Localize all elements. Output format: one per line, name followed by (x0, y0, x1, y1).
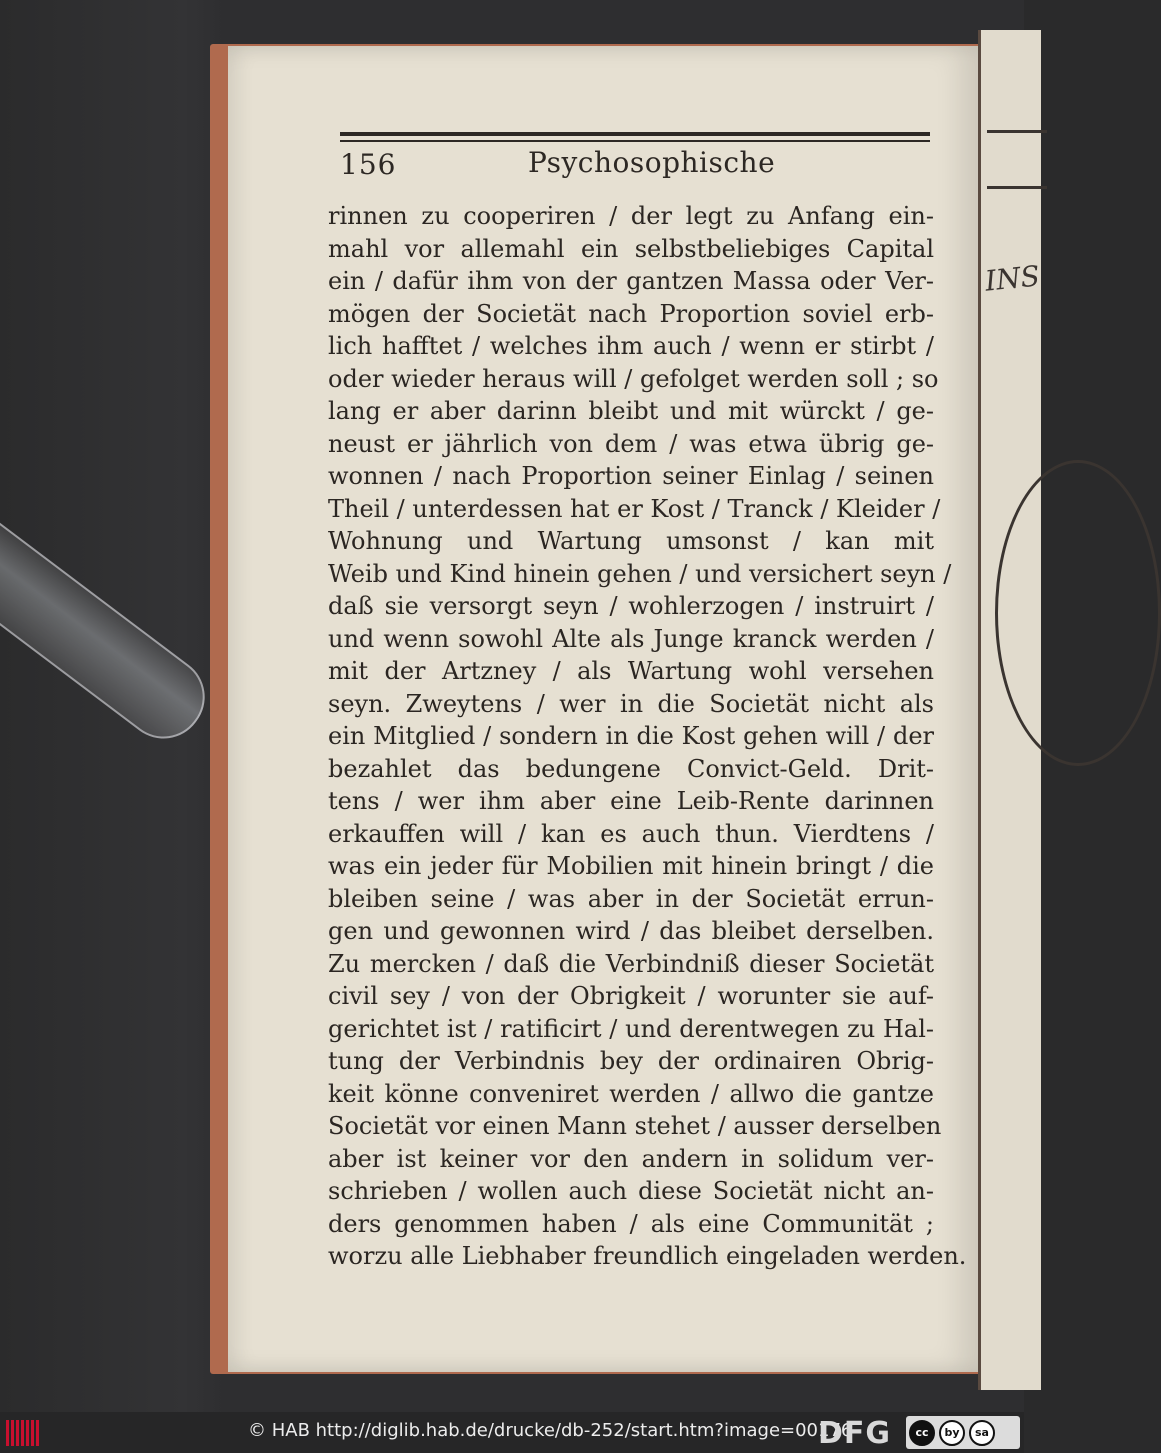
text-line: gen und gewonnen wird / das bleibet derselben. (328, 917, 934, 945)
text-line: ders genommen haben / als eine Communität ; (328, 1209, 934, 1238)
text-line: worzu alle Liebhaber freundlich eingeladen werden. (328, 1242, 967, 1270)
text-line: lich hafftet / welches ihm auch / wenn er stirbt / (328, 332, 934, 360)
text-line: bleiben seine / was aber in der Societät errun- (328, 884, 934, 913)
text-line: oder wieder heraus will / gefolget werden soll ; so (328, 364, 939, 393)
library-stamp (995, 460, 1161, 766)
text-line: und wenn sowohl Alte als Junge kranck werden / (328, 624, 934, 653)
running-head: Psychosophische (528, 146, 776, 179)
text-line: mögen der Societät nach Proportion soviel erb- (328, 299, 934, 328)
text-line: aber ist keiner vor den andern in solidum ver- (328, 1144, 934, 1173)
text-line: schrieben / wollen auch diese Societät nicht an- (328, 1177, 934, 1205)
header-rule (340, 132, 930, 136)
text-line: ein Mitglied / sondern in die Kost gehen will / der (328, 722, 934, 750)
facing-page-rule (987, 130, 1047, 133)
text-line: was ein jeder für Mobilien mit hinein bringt / die (328, 852, 934, 880)
text-line: civil sey / von der Obrigkeit / worunter sie auf- (328, 982, 934, 1010)
text-line: Societät vor einen Mann stehet / ausser derselben (328, 1112, 942, 1140)
facing-page (978, 30, 1041, 1390)
text-line: seyn. Zweytens / wer in die Societät nicht als (328, 689, 934, 718)
text-line: ein / dafür ihm von der gantzen Massa oder Ver- (328, 267, 934, 295)
glass-page-holder (0, 470, 221, 755)
text-line: mit der Artzney / als Wartung wohl versehen (328, 657, 934, 685)
body-text (328, 200, 967, 1273)
text-line: Zu mercken / daß die Verbindniß dieser Societät (328, 949, 934, 978)
facing-page-rule (987, 186, 1047, 189)
cc-license-badge[interactable] (906, 1416, 1020, 1449)
header-rule (340, 140, 930, 142)
text-line: Weib und Kind hinein gehen / und versichert seyn / (328, 559, 952, 588)
cc-icon: cc (909, 1420, 935, 1446)
by-icon: by (939, 1420, 965, 1446)
facing-page-fragment: INS (983, 259, 1042, 298)
page-number: 156 (340, 148, 397, 181)
hab-logo-icon[interactable] (6, 1420, 42, 1446)
text-line: tens / wer ihm aber eine Leib-Rente darinnen (328, 787, 934, 815)
text-line: mahl vor allemahl ein selbstbeliebiges Capital (328, 234, 934, 263)
copyright-link[interactable]: © HAB http://diglib.hab.de/drucke/db-252/start.htm?image=00176 (248, 1420, 853, 1441)
text-line: wonnen / nach Proportion seiner Einlag / seinen (328, 462, 934, 490)
sa-icon: sa (969, 1420, 995, 1446)
text-line: bezahlet das bedungene Convict-Geld. Drit- (328, 754, 934, 783)
text-line: Theil / unterdessen hat er Kost / Tranck / Kleider / (328, 494, 941, 523)
text-line: keit könne conveniret werden / allwo die gantze (328, 1079, 934, 1108)
text-line: gerichtet ist / ratificirt / und derentwegen zu Hal- (328, 1014, 934, 1043)
text-line: rinnen zu cooperiren / der legt zu Anfang ein- (328, 202, 934, 230)
text-line: daß sie versorgt seyn / wohlerzogen / instruirt / (328, 592, 934, 620)
viewer-footer (0, 1412, 1024, 1453)
text-line: neust er jährlich von dem / was etwa übrig ge- (328, 429, 934, 458)
text-line: Wohnung und Wartung umsonst / kan mit (328, 527, 934, 555)
dfg-logo: DFG (818, 1416, 892, 1451)
text-line: erkauffen will / kan es auch thun. Vierdtens / (328, 819, 934, 848)
text-line: tung der Verbindnis bey der ordinairen Obrig- (328, 1047, 934, 1075)
text-line: lang er aber darinn bleibt und mit würckt / ge- (328, 397, 934, 425)
